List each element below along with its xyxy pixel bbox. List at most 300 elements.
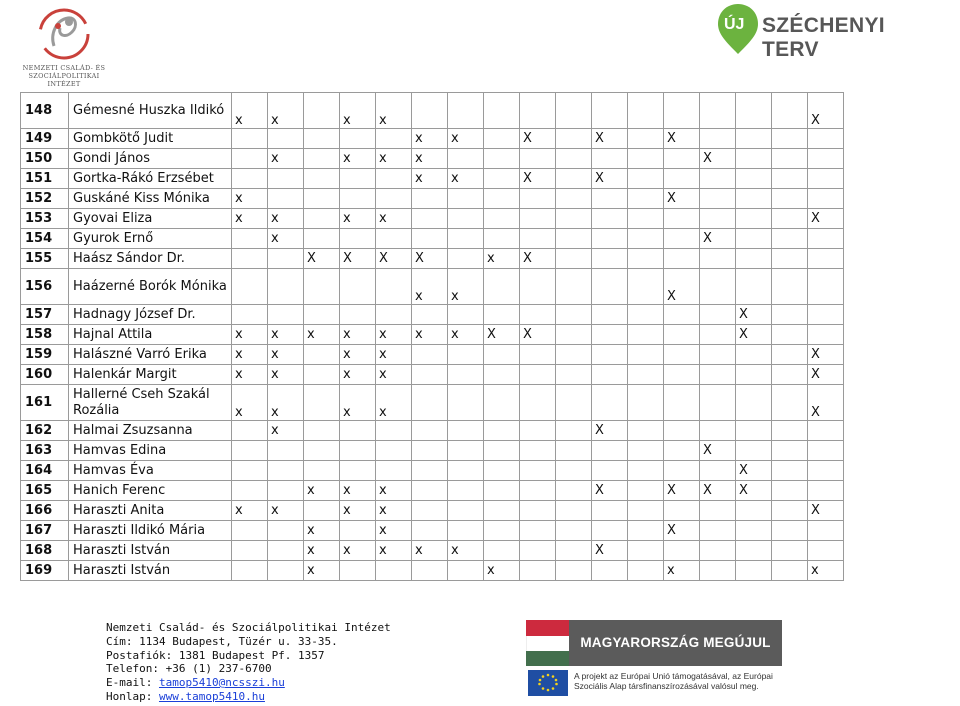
mark-cell — [808, 129, 844, 149]
mark-cell — [628, 249, 664, 269]
mark-cell: x — [412, 541, 448, 561]
mark-cell — [520, 461, 556, 481]
participant-name: Gortka-Rákó Erzsébet — [69, 169, 232, 189]
mark-cell — [448, 365, 484, 385]
mark-cell — [628, 169, 664, 189]
mark-cell — [520, 365, 556, 385]
mark-cell — [664, 421, 700, 441]
mark-cell — [736, 541, 772, 561]
mark-cell: X — [808, 385, 844, 421]
mark-cell: x — [232, 325, 268, 345]
mark-cell — [700, 521, 736, 541]
mark-cell — [700, 169, 736, 189]
row-number: 167 — [21, 521, 69, 541]
mark-cell — [772, 129, 808, 149]
address: Cím: 1134 Budapest, Tüzér u. 33-35. — [106, 634, 338, 648]
mark-cell — [412, 209, 448, 229]
mark-cell: X — [664, 189, 700, 209]
mark-cell — [556, 93, 592, 129]
table-row — [21, 501, 844, 521]
mark-cell — [772, 93, 808, 129]
mark-cell — [232, 129, 268, 149]
mark-cell — [592, 149, 628, 169]
mark-cell — [808, 269, 844, 305]
mark-cell — [484, 93, 520, 129]
mark-cell — [484, 501, 520, 521]
table-row — [21, 521, 844, 541]
row-number: 163 — [21, 441, 69, 461]
mark-cell — [412, 305, 448, 325]
mark-cell — [268, 129, 304, 149]
mark-cell: X — [736, 325, 772, 345]
mark-cell: x — [340, 325, 376, 345]
table-row — [21, 209, 844, 229]
mark-cell — [520, 421, 556, 441]
mark-cell: X — [664, 129, 700, 149]
mark-cell — [376, 189, 412, 209]
magyarorszag-megujul-banner — [526, 620, 782, 696]
mark-cell — [664, 209, 700, 229]
participant-name: Gyurok Ernő — [69, 229, 232, 249]
mark-cell: x — [412, 169, 448, 189]
row-number: 162 — [21, 421, 69, 441]
mark-cell — [268, 441, 304, 461]
mark-cell: x — [448, 169, 484, 189]
mark-cell — [700, 385, 736, 421]
mark-cell — [808, 325, 844, 345]
mark-cell — [772, 249, 808, 269]
mark-cell — [628, 325, 664, 345]
mark-cell — [736, 365, 772, 385]
mark-cell — [232, 461, 268, 481]
mark-cell — [268, 269, 304, 305]
mark-cell — [664, 441, 700, 461]
mark-cell — [808, 481, 844, 501]
participant-name: Halmai Zsuzsanna — [69, 421, 232, 441]
mark-cell — [520, 269, 556, 305]
mark-cell: X — [520, 249, 556, 269]
row-number: 150 — [21, 149, 69, 169]
mark-cell — [808, 541, 844, 561]
mark-cell — [808, 461, 844, 481]
mark-cell — [556, 325, 592, 345]
mark-cell — [628, 441, 664, 461]
mark-cell: x — [448, 325, 484, 345]
mark-cell: X — [736, 461, 772, 481]
mark-cell — [340, 441, 376, 461]
flag-white-stripe — [526, 636, 570, 651]
mark-cell — [592, 561, 628, 581]
mark-cell — [808, 249, 844, 269]
mark-cell — [808, 189, 844, 209]
participant-name: Haraszti István — [69, 541, 232, 561]
mark-cell — [592, 385, 628, 421]
mark-cell — [592, 365, 628, 385]
mark-cell: X — [808, 209, 844, 229]
mark-cell — [448, 209, 484, 229]
mark-cell — [628, 541, 664, 561]
mark-cell: x — [304, 561, 340, 581]
mark-cell — [484, 129, 520, 149]
mark-cell — [448, 561, 484, 581]
mark-cell — [700, 189, 736, 209]
mark-cell — [340, 461, 376, 481]
mark-cell — [628, 481, 664, 501]
mark-cell — [736, 249, 772, 269]
row-number: 155 — [21, 249, 69, 269]
mark-cell — [376, 229, 412, 249]
mark-cell — [412, 345, 448, 365]
mark-cell — [376, 561, 412, 581]
row-number: 168 — [21, 541, 69, 561]
mark-cell: X — [700, 441, 736, 461]
mark-cell — [772, 365, 808, 385]
mark-cell: X — [808, 501, 844, 521]
mark-cell — [448, 501, 484, 521]
mark-cell — [268, 169, 304, 189]
mark-cell — [520, 541, 556, 561]
mark-cell — [664, 169, 700, 189]
table-row — [21, 385, 844, 421]
mark-cell — [304, 209, 340, 229]
mark-cell — [664, 325, 700, 345]
mark-cell — [556, 129, 592, 149]
mark-cell — [484, 189, 520, 209]
mark-cell: x — [232, 209, 268, 229]
row-number: 149 — [21, 129, 69, 149]
participant-name: Haázerné Borók Mónika — [69, 269, 232, 305]
mark-cell — [448, 441, 484, 461]
mark-cell — [340, 129, 376, 149]
row-number: 156 — [21, 269, 69, 305]
mark-cell — [376, 441, 412, 461]
mark-cell — [412, 561, 448, 581]
mark-cell: x — [412, 325, 448, 345]
row-number: 152 — [21, 189, 69, 209]
mark-cell — [268, 521, 304, 541]
mark-cell — [592, 501, 628, 521]
participant-table — [20, 92, 844, 581]
mark-cell — [556, 209, 592, 229]
mark-cell: X — [340, 249, 376, 269]
mark-cell — [304, 501, 340, 521]
table-row — [21, 365, 844, 385]
mark-cell — [520, 229, 556, 249]
mark-cell — [700, 501, 736, 521]
mark-cell: x — [340, 209, 376, 229]
mark-cell — [736, 129, 772, 149]
mark-cell — [592, 189, 628, 209]
mark-cell — [808, 305, 844, 325]
row-number: 158 — [21, 325, 69, 345]
mark-cell — [664, 461, 700, 481]
mark-cell: x — [448, 269, 484, 305]
mark-cell — [628, 421, 664, 441]
mark-cell: x — [268, 365, 304, 385]
mark-cell — [484, 229, 520, 249]
logo-caption-line2: SZOCIÁLPOLITIKAI INTÉZET — [28, 72, 100, 88]
participant-name: Hajnal Attila — [69, 325, 232, 345]
row-number: 161 — [21, 385, 69, 421]
mark-cell: X — [808, 345, 844, 365]
email-line: E-mail: tamop5410@ncsszi.hu — [106, 676, 285, 690]
table-row — [21, 269, 844, 305]
mark-cell — [412, 385, 448, 421]
mark-cell — [772, 521, 808, 541]
mark-cell — [520, 305, 556, 325]
mark-cell — [484, 169, 520, 189]
mark-cell — [592, 269, 628, 305]
mark-cell — [520, 189, 556, 209]
mark-cell — [232, 305, 268, 325]
mark-cell — [736, 385, 772, 421]
mark-cell: x — [232, 93, 268, 129]
mark-cell: X — [304, 249, 340, 269]
mark-cell — [304, 365, 340, 385]
mark-cell — [772, 345, 808, 365]
mark-cell — [556, 149, 592, 169]
mark-cell — [628, 345, 664, 365]
mark-cell — [268, 249, 304, 269]
mark-cell — [700, 129, 736, 149]
mark-cell — [736, 561, 772, 581]
mark-cell: x — [376, 345, 412, 365]
mark-cell — [592, 209, 628, 229]
mark-cell: X — [808, 365, 844, 385]
mark-cell — [736, 501, 772, 521]
mark-cell: x — [340, 365, 376, 385]
pobox: Postafiók: 1381 Budapest Pf. 1357 — [106, 648, 325, 662]
logo-caption-line1: NEMZETI CSALÁD- ÉS — [22, 64, 106, 72]
mark-cell — [592, 441, 628, 461]
mark-cell: x — [268, 421, 304, 441]
mark-cell — [340, 521, 376, 541]
mark-cell — [304, 461, 340, 481]
mark-cell — [556, 229, 592, 249]
mark-cell: x — [304, 521, 340, 541]
mark-cell — [592, 229, 628, 249]
mark-cell — [448, 385, 484, 421]
mark-cell — [484, 385, 520, 421]
mark-cell — [412, 461, 448, 481]
mark-cell — [700, 305, 736, 325]
mark-cell — [520, 441, 556, 461]
table-row — [21, 461, 844, 481]
mark-cell: X — [664, 269, 700, 305]
mark-cell: x — [664, 561, 700, 581]
banner-slogan: MAGYARORSZÁG MEGÚJUL — [569, 620, 782, 666]
szechenyi-title: SZÉCHENYI TERV — [762, 14, 885, 61]
mark-cell — [736, 441, 772, 461]
mark-cell — [448, 421, 484, 441]
participant-name: Haraszti Ildikó Mária — [69, 521, 232, 541]
mark-cell: X — [592, 129, 628, 149]
row-number: 165 — [21, 481, 69, 501]
mark-cell — [268, 461, 304, 481]
mark-cell: x — [268, 345, 304, 365]
mark-cell: x — [808, 561, 844, 581]
mark-cell — [376, 129, 412, 149]
mark-cell: x — [412, 269, 448, 305]
mark-cell — [448, 189, 484, 209]
mark-cell: X — [736, 481, 772, 501]
row-number: 169 — [21, 561, 69, 581]
mark-cell — [772, 561, 808, 581]
mark-cell — [484, 365, 520, 385]
mark-cell: x — [304, 325, 340, 345]
mark-cell — [700, 421, 736, 441]
mark-cell — [520, 93, 556, 129]
mark-cell — [304, 305, 340, 325]
uj-badge-text: ÚJ — [724, 16, 745, 33]
mark-cell — [808, 521, 844, 541]
mark-cell — [772, 325, 808, 345]
mark-cell — [772, 461, 808, 481]
phone: Telefon: +36 (1) 237-6700 — [106, 662, 272, 676]
mark-cell — [520, 481, 556, 501]
mark-cell — [556, 441, 592, 461]
table-row — [21, 441, 844, 461]
mark-cell — [340, 189, 376, 209]
mark-cell — [484, 345, 520, 365]
table-row — [21, 305, 844, 325]
mark-cell — [664, 345, 700, 365]
participant-name: Halászné Varró Erika — [69, 345, 232, 365]
mark-cell — [448, 481, 484, 501]
mark-cell — [484, 305, 520, 325]
mark-cell — [304, 421, 340, 441]
mark-cell — [340, 269, 376, 305]
mark-cell — [808, 441, 844, 461]
mark-cell — [736, 269, 772, 305]
mark-cell — [700, 461, 736, 481]
table-row — [21, 249, 844, 269]
table-row — [21, 169, 844, 189]
mark-cell — [232, 149, 268, 169]
mark-cell — [736, 169, 772, 189]
mark-cell — [556, 365, 592, 385]
mark-cell — [340, 305, 376, 325]
row-number: 157 — [21, 305, 69, 325]
mark-cell: x — [304, 481, 340, 501]
mark-cell: x — [268, 501, 304, 521]
row-number: 160 — [21, 365, 69, 385]
participant-name: Halenkár Margit — [69, 365, 232, 385]
mark-cell: x — [340, 345, 376, 365]
mark-cell — [556, 305, 592, 325]
mark-cell — [700, 365, 736, 385]
mark-cell — [448, 521, 484, 541]
participant-name: Hamvas Edina — [69, 441, 232, 461]
ncsszi-logo — [14, 6, 114, 88]
mark-cell — [448, 461, 484, 481]
mark-cell — [376, 169, 412, 189]
mark-cell: x — [412, 149, 448, 169]
mark-cell — [628, 149, 664, 169]
mark-cell — [772, 149, 808, 169]
participant-name: Gombkötő Judit — [69, 129, 232, 149]
participant-name: Gémesné Huszka Ildikó — [69, 93, 232, 129]
mark-cell — [592, 461, 628, 481]
mark-cell — [484, 269, 520, 305]
mark-cell — [376, 421, 412, 441]
participant-name: Haraszti Anita — [69, 501, 232, 521]
mark-cell — [700, 325, 736, 345]
table-row — [21, 149, 844, 169]
mark-cell — [304, 93, 340, 129]
mark-cell — [772, 305, 808, 325]
mark-cell — [232, 229, 268, 249]
email-link[interactable]: tamop5410@ncsszi.hu — [158, 676, 285, 690]
mark-cell: x — [376, 541, 412, 561]
mark-cell — [268, 561, 304, 581]
mark-cell — [628, 461, 664, 481]
mark-cell: x — [268, 229, 304, 249]
mark-cell: X — [700, 481, 736, 501]
row-number: 148 — [21, 93, 69, 129]
mark-cell — [412, 521, 448, 541]
mark-cell — [520, 209, 556, 229]
mark-cell — [556, 461, 592, 481]
mark-cell: x — [376, 209, 412, 229]
mark-cell: x — [340, 501, 376, 521]
table-row — [21, 325, 844, 345]
mark-cell — [592, 93, 628, 129]
eu-flag-icon — [528, 670, 568, 696]
mark-cell — [412, 421, 448, 441]
mark-cell — [556, 169, 592, 189]
mark-cell — [268, 189, 304, 209]
mark-cell — [700, 269, 736, 305]
mark-cell — [412, 365, 448, 385]
mark-cell — [700, 345, 736, 365]
mark-cell — [736, 521, 772, 541]
web-link[interactable]: www.tamop5410.hu — [158, 689, 265, 703]
mark-cell: x — [340, 481, 376, 501]
mark-cell: x — [268, 149, 304, 169]
participant-name: Haraszti István — [69, 561, 232, 581]
mark-cell: X — [808, 93, 844, 129]
mark-cell — [232, 521, 268, 541]
mark-cell — [340, 561, 376, 581]
mark-cell — [664, 93, 700, 129]
mark-cell — [592, 305, 628, 325]
flag-green-stripe — [526, 651, 569, 666]
mark-cell: x — [340, 385, 376, 421]
mark-cell: x — [268, 325, 304, 345]
mark-cell: x — [376, 93, 412, 129]
row-number: 164 — [21, 461, 69, 481]
participant-name: Guskáné Kiss Mónika — [69, 189, 232, 209]
mark-cell — [556, 521, 592, 541]
mark-cell: x — [376, 325, 412, 345]
mark-cell — [484, 521, 520, 541]
mark-cell: X — [592, 541, 628, 561]
table-row — [21, 421, 844, 441]
mark-cell — [232, 169, 268, 189]
mark-cell — [376, 269, 412, 305]
row-number: 151 — [21, 169, 69, 189]
mark-cell — [628, 521, 664, 541]
mark-cell — [772, 541, 808, 561]
mark-cell — [664, 385, 700, 421]
mark-cell — [628, 189, 664, 209]
table-row — [21, 229, 844, 249]
mark-cell — [232, 481, 268, 501]
mark-cell: X — [592, 421, 628, 441]
mark-cell — [556, 501, 592, 521]
mark-cell: x — [232, 345, 268, 365]
